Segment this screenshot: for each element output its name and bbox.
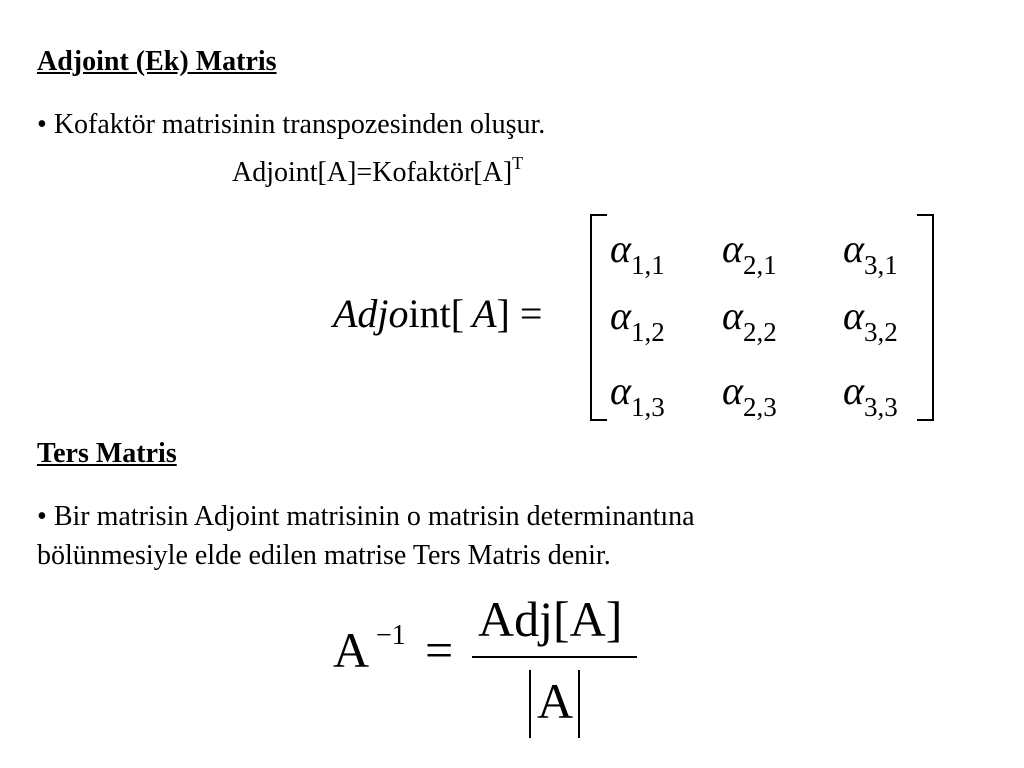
alpha-symbol: α — [722, 368, 743, 413]
fraction-line — [472, 656, 637, 658]
inverse-exponent: −1 — [376, 620, 406, 651]
matrix-subscript: 2,3 — [743, 392, 777, 422]
bullet-icon: • — [37, 501, 47, 532]
matrix-subscript: 3,3 — [864, 392, 898, 422]
matrix-cell — [722, 225, 777, 280]
alpha-symbol: α — [722, 293, 743, 338]
determinant-bar-right — [578, 670, 580, 738]
lhs-equals: = — [519, 291, 543, 336]
alpha-symbol: α — [843, 226, 864, 271]
section-title-inverse: Ters Matris — [37, 438, 177, 469]
matrix-cell — [610, 225, 665, 280]
inverse-numerator: Adj[A] — [478, 591, 623, 647]
bullet-adjoint-definition — [37, 106, 545, 144]
alpha-symbol: α — [610, 368, 631, 413]
section-title-adjoint: Adjoint (Ek) Matris — [37, 46, 277, 77]
matrix-cell — [610, 367, 665, 422]
matrix-subscript: 2,1 — [743, 250, 777, 280]
alpha-symbol: α — [610, 293, 631, 338]
alpha-symbol: α — [610, 226, 631, 271]
matrix-cell — [722, 367, 777, 422]
matrix-subscript: 1,2 — [631, 317, 665, 347]
matrix-subscript: 1,1 — [631, 250, 665, 280]
matrix-cell — [843, 292, 898, 347]
matrix-subscript: 2,2 — [743, 317, 777, 347]
inverse-base: A — [333, 622, 370, 678]
matrix-cell — [610, 292, 665, 347]
matrix-cell — [843, 225, 898, 280]
matrix-cell — [843, 367, 898, 422]
inverse-denominator: A — [537, 673, 574, 729]
alpha-symbol: α — [843, 293, 864, 338]
bullet-icon: • — [37, 109, 47, 140]
lhs-italic: Adjo — [333, 291, 409, 336]
bullet-text: Kofaktör matrisinin transpozesinden oluşur. — [53, 109, 546, 140]
matrix-cell — [722, 292, 777, 347]
bullet-inverse-definition — [37, 498, 695, 536]
adjoint-formula — [232, 154, 523, 192]
matrix-subscript: 3,2 — [864, 317, 898, 347]
adjoint-matrix-lhs — [333, 290, 542, 337]
alpha-symbol: α — [722, 226, 743, 271]
inverse-equals: = — [425, 622, 454, 678]
transpose-superscript: T — [512, 153, 524, 173]
lhs-close: ] — [496, 291, 510, 336]
inverse-text-line2: bölünmesiyle elde edilen matrise Ters Matris denir. — [37, 540, 611, 571]
matrix-subscript: 1,3 — [631, 392, 665, 422]
inverse-text-line1: Bir matrisin Adjoint matrisinin o matrisin determinantına — [53, 501, 695, 532]
lhs-roman: int[ — [408, 291, 465, 336]
alpha-symbol: α — [843, 368, 864, 413]
matrix-subscript: 3,1 — [864, 250, 898, 280]
determinant-bar-left — [529, 670, 531, 738]
lhs-var: A — [472, 291, 497, 336]
adjoint-formula-text: Adjoint[A]=Kofaktör[A] — [232, 157, 513, 188]
